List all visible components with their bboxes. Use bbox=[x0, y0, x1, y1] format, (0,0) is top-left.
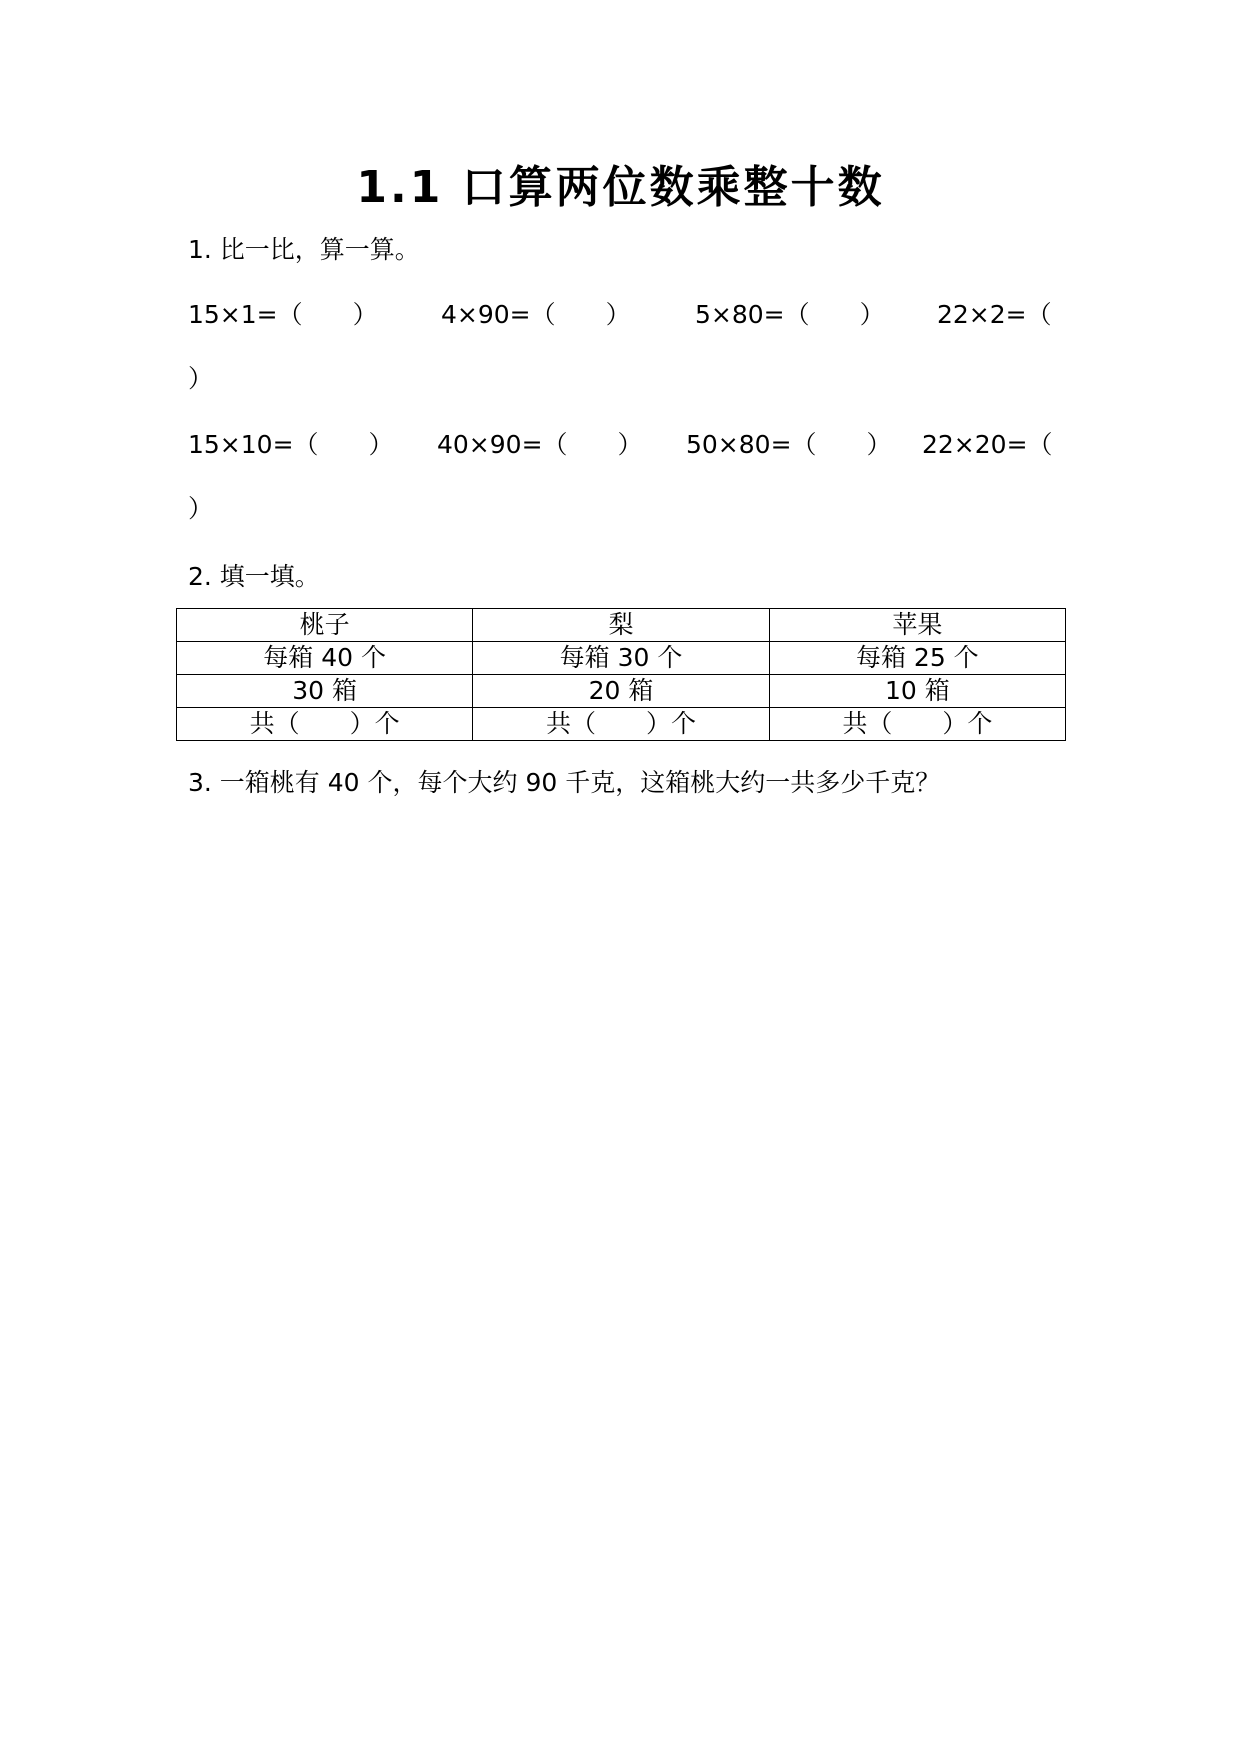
table-cell: 每箱 25 个 bbox=[769, 642, 1065, 675]
q1-row1-eq-4: 22×2=（ bbox=[937, 300, 1052, 329]
q1-row2-wrap: ） bbox=[188, 494, 214, 523]
q1-row2-eq-2: 40×90=（ ） bbox=[437, 430, 643, 459]
table-row bbox=[177, 609, 1066, 642]
table-cell: 共（ ）个 bbox=[177, 708, 473, 741]
table-cell: 每箱 30 个 bbox=[473, 642, 769, 675]
table-row bbox=[177, 708, 1066, 741]
q1-row1-eq-1: 15×1=（ ） bbox=[188, 300, 378, 329]
q1-row1-eq-3: 5×80=（ ） bbox=[695, 300, 885, 329]
q2-heading: 2. 填一填。 bbox=[188, 562, 320, 591]
table-cell: 30 箱 bbox=[177, 675, 473, 708]
q1-heading: 1. 比一比，算一算。 bbox=[188, 235, 420, 264]
q1-row1-eq-2: 4×90=（ ） bbox=[441, 300, 631, 329]
q1-row2-eq-3: 50×80=（ ） bbox=[686, 430, 892, 459]
table-cell: 10 箱 bbox=[769, 675, 1065, 708]
table-cell: 梨 bbox=[473, 609, 769, 642]
q1-row2-eq-4: 22×20=（ bbox=[922, 430, 1053, 459]
table-cell: 桃子 bbox=[177, 609, 473, 642]
table-cell: 每箱 40 个 bbox=[177, 642, 473, 675]
table-cell: 共（ ）个 bbox=[473, 708, 769, 741]
fill-table bbox=[176, 608, 1066, 741]
q1-row1-wrap: ） bbox=[188, 364, 214, 393]
q3-heading: 3. 一箱桃有 40 个，每个大约 90 千克，这箱桃大约一共多少千克？ bbox=[188, 768, 941, 797]
q1-row2-eq-1: 15×10=（ ） bbox=[188, 430, 394, 459]
table-row bbox=[177, 642, 1066, 675]
table-row bbox=[177, 675, 1066, 708]
table-cell: 20 箱 bbox=[473, 675, 769, 708]
page-title: 1.1 口算两位数乘整十数 bbox=[356, 162, 885, 213]
table-cell: 苹果 bbox=[769, 609, 1065, 642]
table-cell: 共（ ）个 bbox=[769, 708, 1065, 741]
